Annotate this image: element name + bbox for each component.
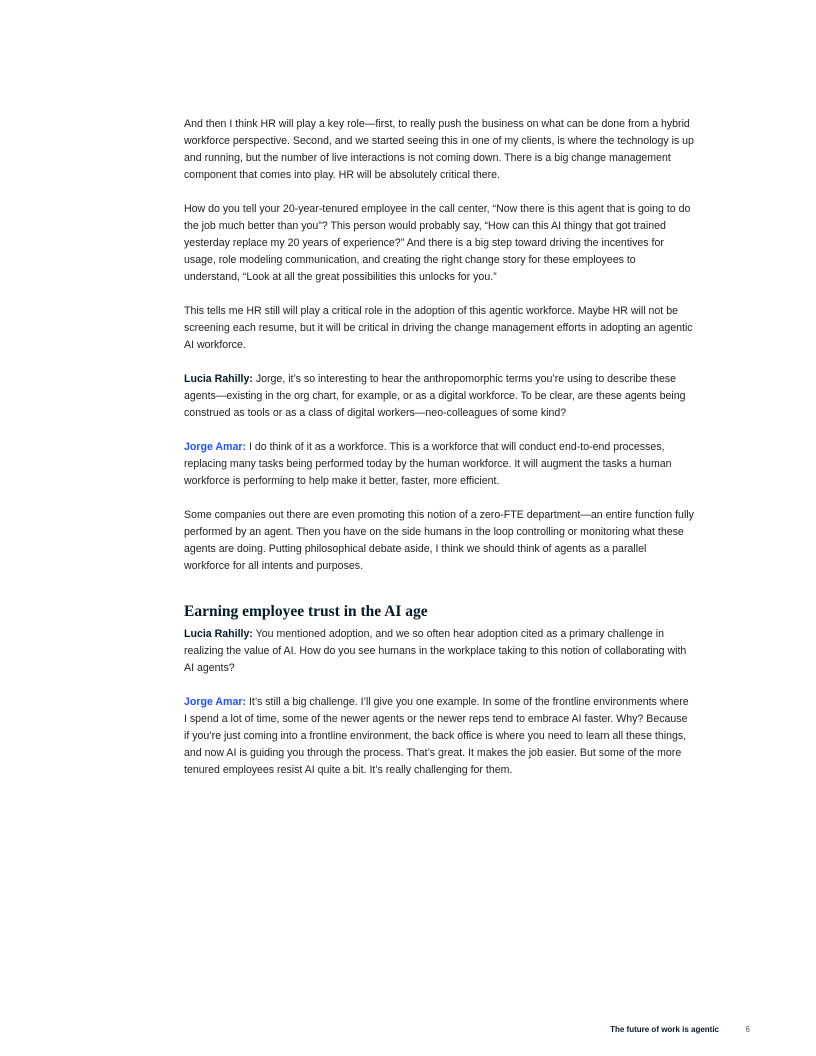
interview-question	[184, 371, 694, 422]
interview-answer	[184, 694, 694, 779]
question-text: You mentioned adoption, and we so often hear adoption cited as a primary challenge in realizing the value of AI. How do you see humans in the workplace taking to this notion of collaborating with AI agents?	[184, 628, 687, 674]
speaker-name: Lucia Rahilly:	[184, 373, 253, 385]
paragraph: And then I think HR will play a key role—first, to really push the business on what can be done from a hybrid workforce perspective. Second, and we started seeing this in one of my clients, is where the technology is up and running, but the number of live interactions is not coming down. There is a big change management component that comes into play. HR will be absolutely critical there.	[184, 118, 694, 181]
speaker-name: Lucia Rahilly:	[184, 628, 253, 640]
question-text: Jorge, it’s so interesting to hear the anthropomorphic terms you’re using to describe these agents—existing in the org chart, for example, or as a digital workforce. To be clear, are these agents being construed as tools or as a class of digital workers—neo-colleagues of some kind?	[184, 373, 686, 419]
paragraph: How do you tell your 20-year-tenured employee in the call center, “Now there is this agent that is going to do the job much better than you”? This person would probably say, “How can this AI thingy that got trained yesterday replace my 20 years of experience?” And there is a big step toward driving the incentives for usage, role modeling communication, and creating the right change story for these employees to understand, “Look at all the great possibilities this unlocks for you.”	[184, 203, 691, 283]
page-footer	[0, 1025, 816, 1039]
article-body	[184, 116, 694, 796]
answer-text: I do think of it as a workforce. This is a workforce that will conduct end-to-end processes, replacing many tasks being performed today by the human workforce. It will augment the tasks a human workforce is performing to help make it better, faster, more efficient.	[184, 441, 672, 487]
answer-text: It’s still a big challenge. I’ll give you one example. In some of the frontline environments where I spend a lot of time, some of the newer agents or the newer reps tend to embrace AI faster. Why? Because if you’re just coming into a frontline environment, the back office is where you need to learn all these things, and now AI is guiding you through the process. That’s great. It makes the job easier. But some of the more tenured employees resist AI quite a bit. It’s really challenging for them.	[184, 696, 689, 776]
interview-answer	[184, 439, 694, 490]
section-heading: Earning employee trust in the AI age	[184, 603, 428, 620]
paragraph: This tells me HR still will play a critical role in the adoption of this agentic workforce. Maybe HR will not be screening each resume, but it will be critical in driving the change management efforts in adopting an agentic AI workforce.	[184, 305, 693, 351]
paragraph: Some companies out there are even promoting this notion of a zero-FTE department—an entire function fully performed by an agent. Then you have on the side humans in the loop controlling or monitoring what these agents are doing. Putting philosophical debate aside, I think we should think of agents as a parallel workforce for all intents and purposes.	[184, 509, 694, 572]
speaker-name: Jorge Amar:	[184, 696, 247, 708]
page-number: 6	[745, 1025, 750, 1034]
footer-title: The future of work is agentic	[610, 1025, 719, 1034]
interview-question	[184, 626, 694, 677]
speaker-name: Jorge Amar:	[184, 441, 247, 453]
